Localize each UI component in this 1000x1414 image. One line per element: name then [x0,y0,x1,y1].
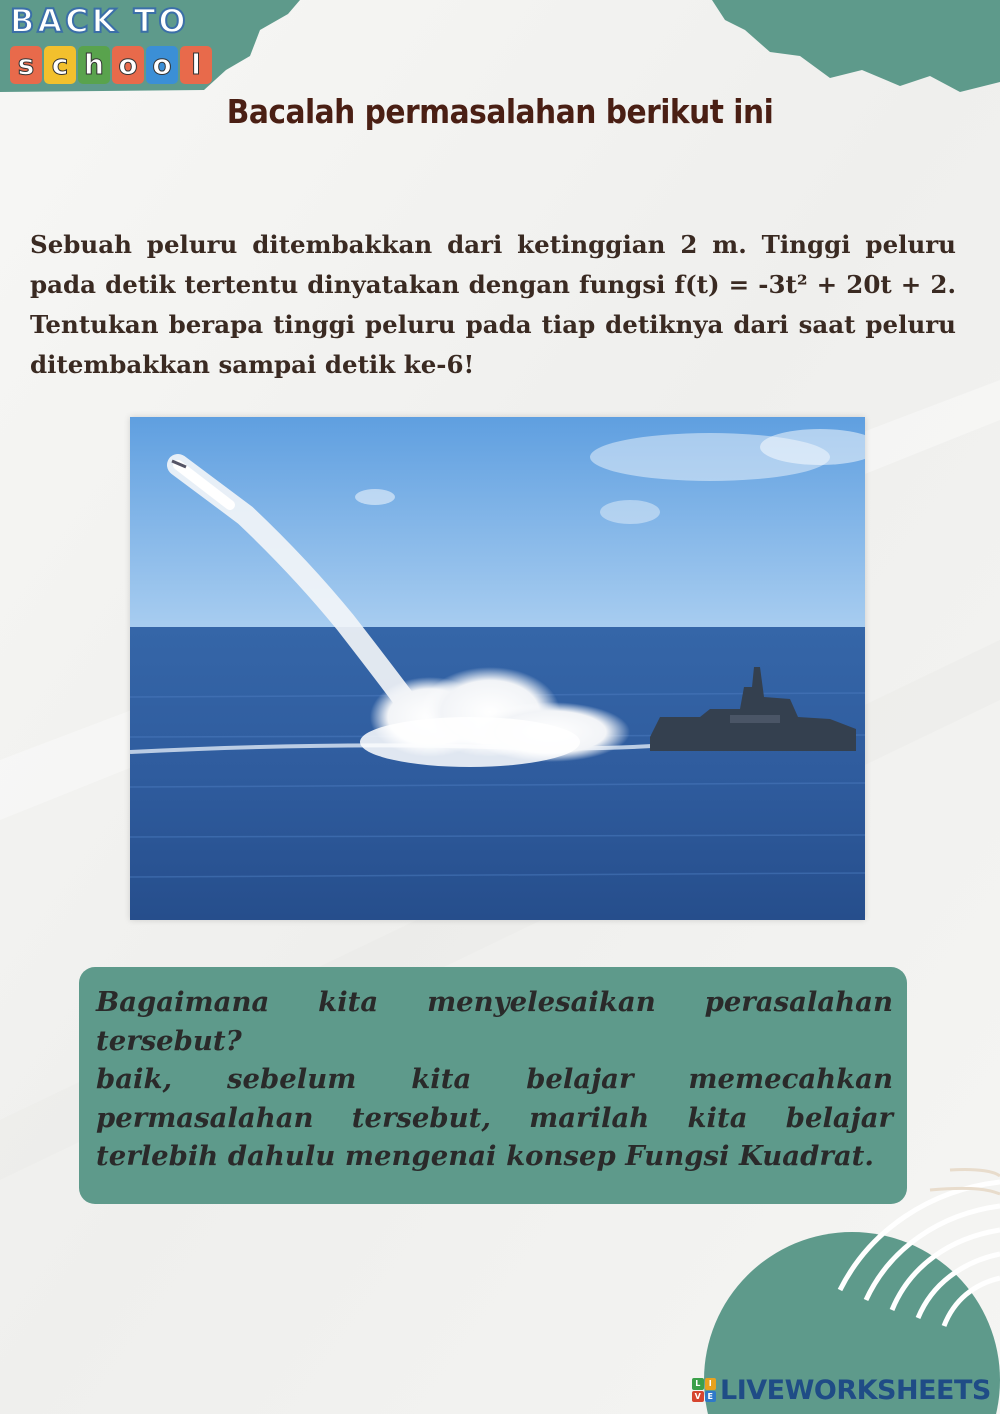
liveworksheets-logo-icon: L I V E [692,1378,716,1402]
note-question: Bagaimana kita menyelesaikan perasalahan tersebut? [96,986,893,1057]
note-instruction: baik, sebelum kita belajar memecahkan permasalahan tersebut, marilah kita belajar terlebih dahulu mengenai konsep Fungsi Kuadrat. [96,1063,893,1172]
brand-name: LIVEWORKSHEETS [720,1374,991,1406]
liveworksheets-brand[interactable] [692,1376,991,1404]
guidance-note-box [79,967,907,1204]
problem-statement: Sebuah peluru ditembakkan dari ketinggian 2 m. Tinggi peluru pada detik tertentu dinyatakan dengan fungsi f(t) = -3t² + 20t + 2. Tentukan berapa tinggi peluru pada tiap detiknya dari saat peluru ditembakkan sampai detik ke-6! [30,229,956,379]
logo-letter: o [112,46,144,84]
logo-letter: h [78,46,110,84]
page-heading: Bacalah permasalahan berikut ini [226,92,774,131]
back-to-school-logo [4,2,219,88]
logo-letter: s [10,46,42,84]
logo-letter: c [44,46,76,84]
logo-letter: o [146,46,178,84]
logo-line-back-to: BACK TO [10,2,189,40]
logo-letter: l [180,46,212,84]
missile-launch-photo [130,417,865,920]
logo-line-school [10,46,212,84]
